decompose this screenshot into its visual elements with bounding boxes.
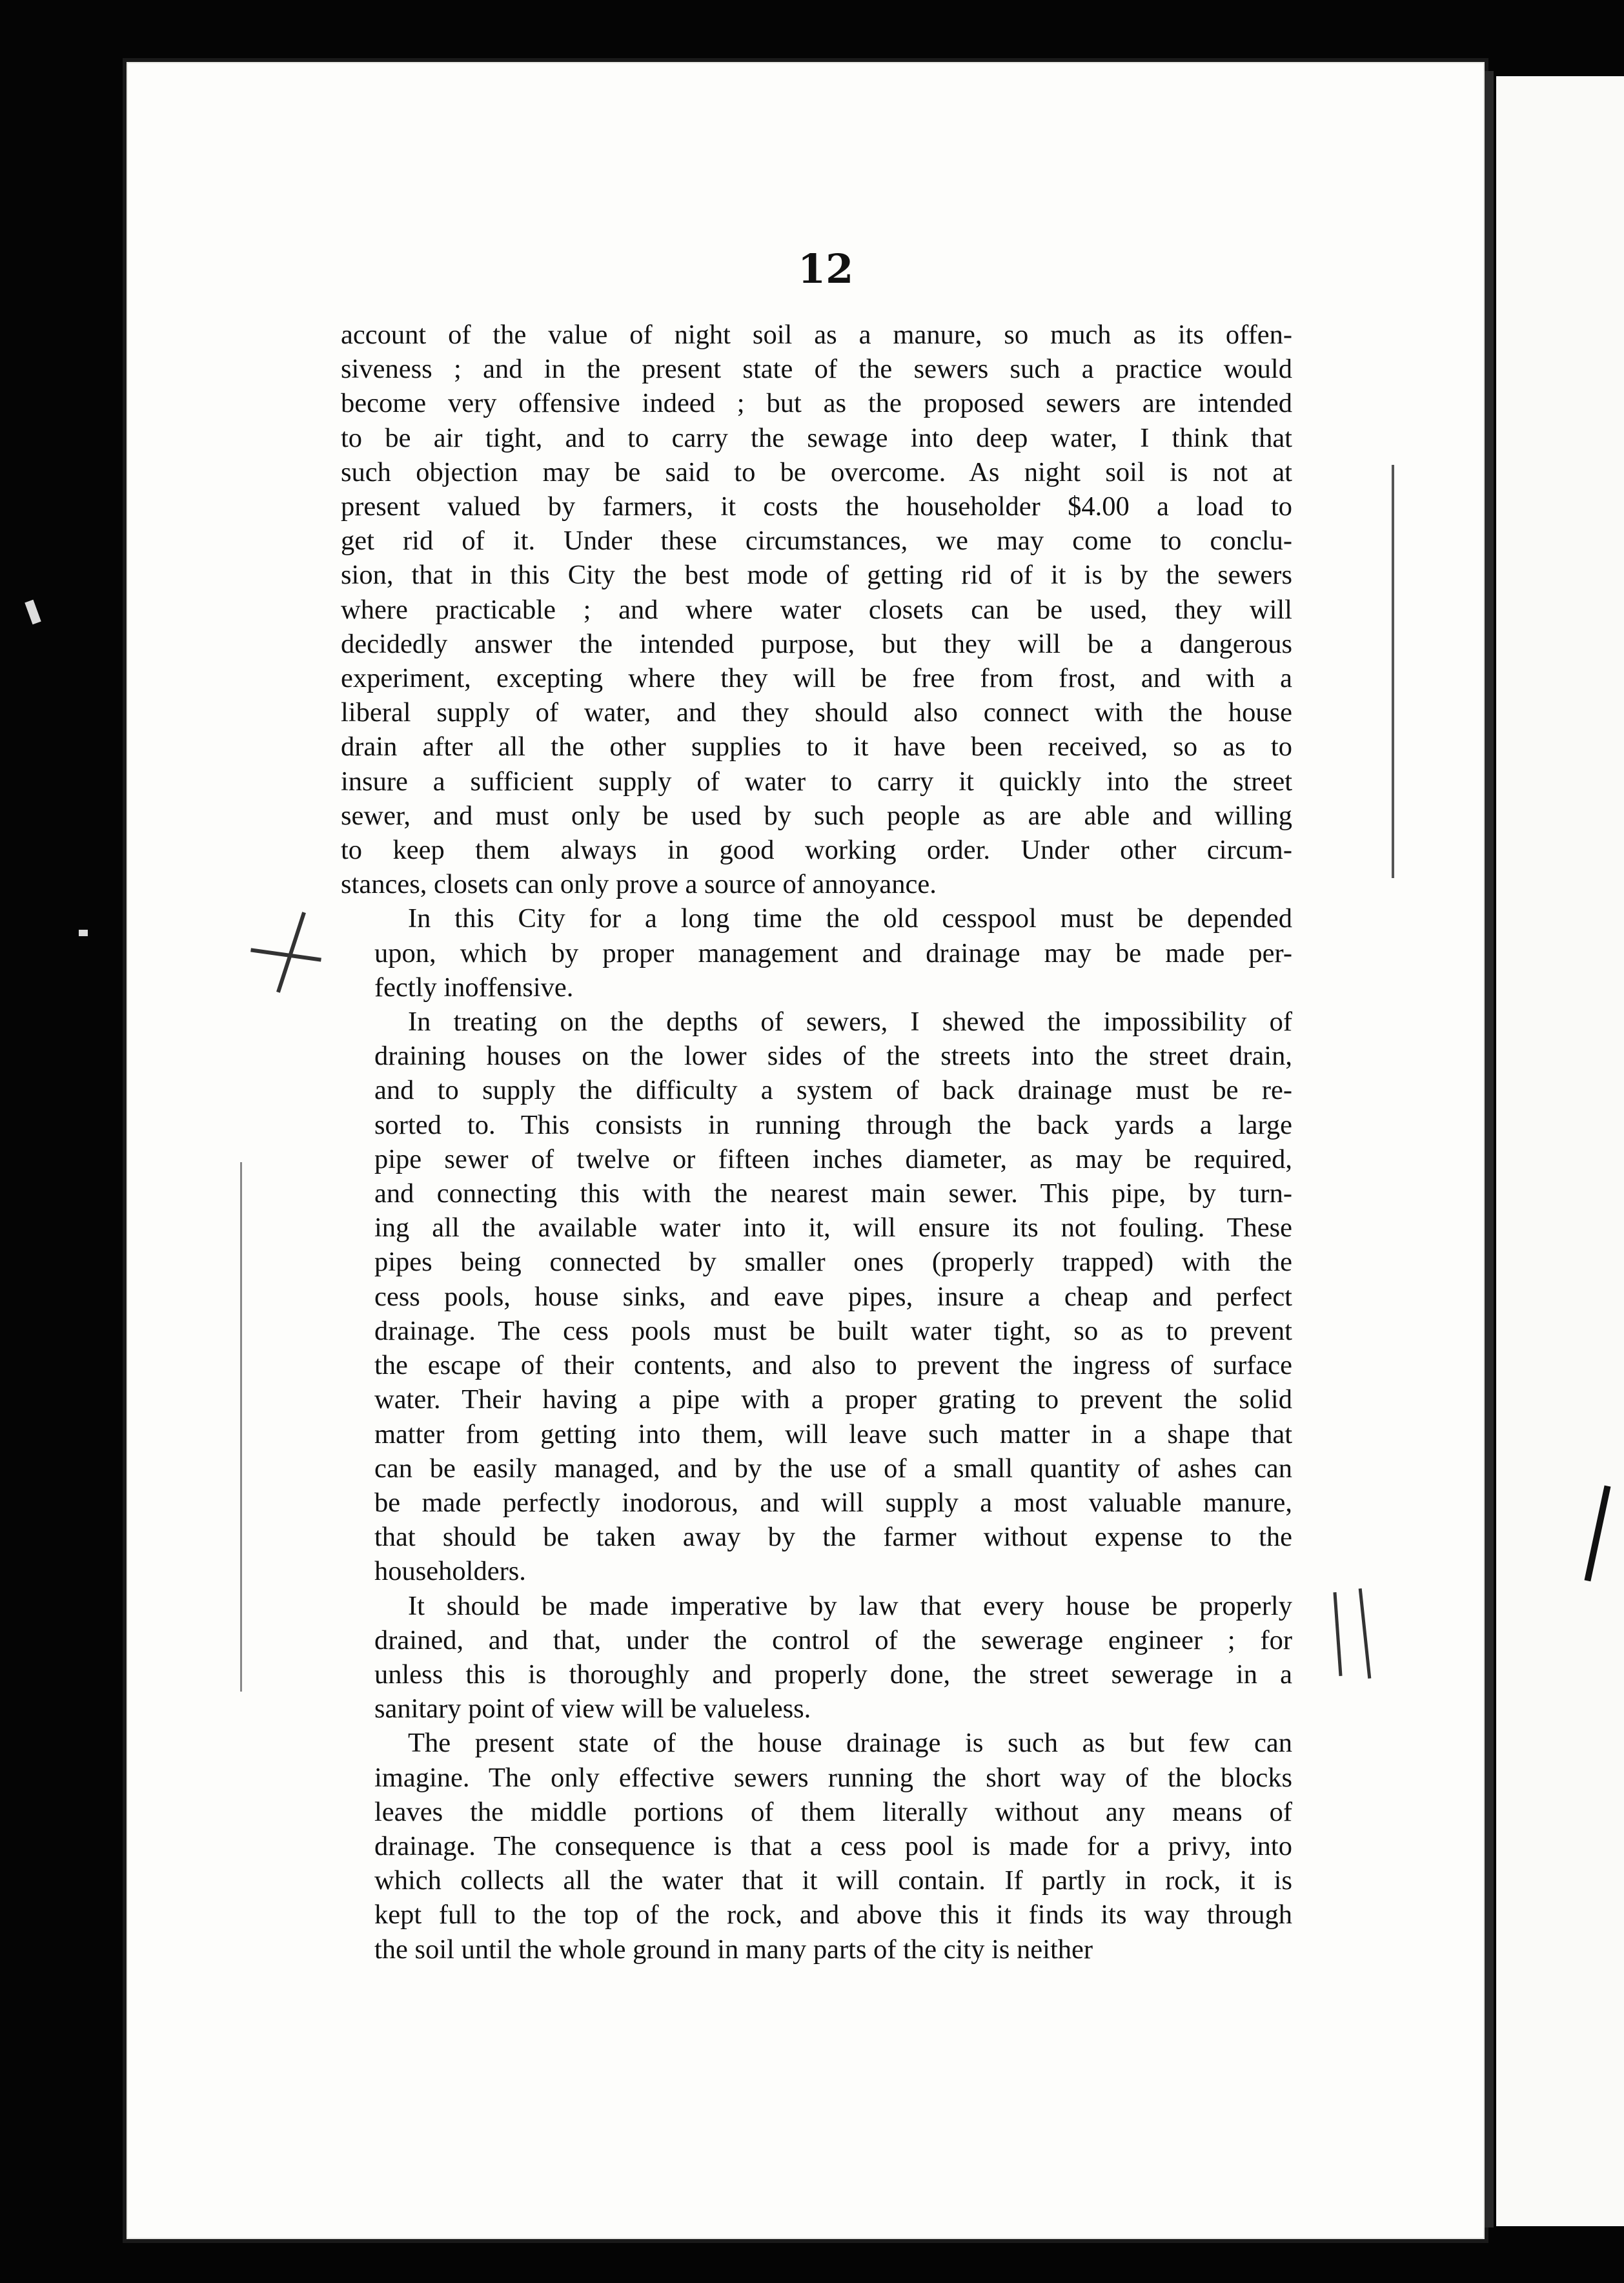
text-line: imagine. The only effective sewers running the short way of the blocks <box>374 1762 1292 1793</box>
text-line: to keep them always in good working order. Under other circum- <box>341 835 1292 866</box>
text-line: account of the value of night soil as a manure, so much as its offen- <box>341 320 1292 350</box>
edge-speck <box>79 930 88 936</box>
binding-gutter <box>1485 71 1494 2227</box>
text-line: drain after all the other supplies to it have been received, so as to <box>341 732 1292 763</box>
text-line: siveness ; and in the present state of the sewers such a practice would <box>341 354 1292 385</box>
text-line: where practicable ; and where water closets can be used, they will <box>341 594 1292 625</box>
paragraph <box>341 901 1292 1005</box>
text-line: sorted to. This consists in running through the back yards a large <box>374 1109 1292 1140</box>
text-line: ing all the available water into it, will ensure its not fouling. These <box>374 1213 1292 1244</box>
text-line: the soil until the whole ground in many parts of the city is neither <box>374 1934 1093 1965</box>
text-line: householders. <box>374 1556 526 1587</box>
text-line: leaves the middle portions of them literally without any means of <box>374 1796 1292 1827</box>
text-line: sanitary point of view will be valueless. <box>374 1694 811 1725</box>
text-line: insure a sufficient supply of water to carry it quickly into the street <box>341 766 1292 797</box>
text-line: decidedly answer the intended purpose, but they will be a dangerous <box>341 628 1292 659</box>
margin-pencil-mark <box>240 1162 242 1692</box>
text-line: experiment, excepting where they will be free from frost, and with a <box>341 663 1292 694</box>
text-line: draining houses on the lower sides of the streets into the street drain, <box>374 1041 1292 1072</box>
text-line: It should be made imperative by law that every house be properly <box>408 1590 1292 1621</box>
text-line: can be easily managed, and by the use of a small quantity of ashes can <box>374 1453 1292 1484</box>
text-line: and connecting this with the nearest main sewer. This pipe, by turn- <box>374 1178 1292 1209</box>
text-line: kept full to the top of the rock, and above this it finds its way through <box>374 1899 1292 1930</box>
paragraph <box>341 1589 1292 1726</box>
text-line: unless this is thoroughly and properly done, the street sewerage in a <box>374 1659 1292 1690</box>
next-page-edge <box>1496 76 1624 2226</box>
text-line: and to supply the difficulty a system of back drainage must be re- <box>374 1075 1292 1106</box>
paragraph <box>341 1726 1292 1966</box>
text-line: be made perfectly inodorous, and will supply a most valuable manure, <box>374 1487 1292 1518</box>
text-line: The present state of the house drainage is such as but few can <box>408 1728 1292 1759</box>
text-line: such objection may be said to be overcome. As night soil is not at <box>341 456 1292 487</box>
text-line: In this City for a long time the old cesspool must be depended <box>408 903 1292 934</box>
page-number: 12 <box>798 245 854 292</box>
text-line: upon, which by proper management and drainage may be made per- <box>374 937 1292 968</box>
margin-pencil-mark <box>1392 465 1394 878</box>
text-line: present valued by farmers, it costs the householder $4.00 a load to <box>341 491 1292 522</box>
text-line: sewer, and must only be used by such people as are able and willing <box>341 800 1292 831</box>
text-line: sion, that in this City the best mode of getting rid of it is by the sewers <box>341 560 1292 591</box>
body-text <box>341 318 1292 1967</box>
text-line: drainage. The cess pools must be built water tight, so as to prevent <box>374 1315 1292 1346</box>
text-line: pipe sewer of twelve or fifteen inches diameter, as may be required, <box>374 1143 1292 1174</box>
paragraph <box>341 318 1292 901</box>
text-line: drainage. The consequence is that a cess pool is made for a privy, into <box>374 1830 1292 1861</box>
text-line: stances, closets can only prove a source of annoyance. <box>341 869 937 900</box>
text-line: liberal supply of water, and they should also connect with the house <box>341 697 1292 728</box>
paragraph <box>341 1005 1292 1588</box>
text-line: to be air tight, and to carry the sewage into deep water, I think that <box>341 422 1292 453</box>
text-line: pipes being connected by smaller ones (properly trapped) with the <box>374 1247 1292 1278</box>
text-line: which collects all the water that it will contain. If partly in rock, it is <box>374 1865 1292 1896</box>
text-line: matter from getting into them, will leave such matter in a shape that <box>374 1418 1292 1449</box>
text-line: In treating on the depths of sewers, I shewed the impossibility of <box>408 1007 1292 1038</box>
text-line: fectly inoffensive. <box>374 972 574 1003</box>
text-line: drained, and that, under the control of the sewerage engineer ; for <box>374 1624 1292 1655</box>
text-line: the escape of their contents, and also to prevent the ingress of surface <box>374 1350 1292 1381</box>
text-line: that should be taken away by the farmer without expense to the <box>374 1522 1292 1553</box>
text-line: water. Their having a pipe with a proper grating to prevent the solid <box>374 1384 1292 1415</box>
text-line: become very offensive indeed ; but as the proposed sewers are intended <box>341 388 1292 419</box>
text-line: get rid of it. Under these circumstances, we may come to conclu- <box>341 526 1292 557</box>
edge-speck <box>25 600 41 625</box>
text-line: cess pools, house sinks, and eave pipes, insure a cheap and perfect <box>374 1281 1292 1312</box>
